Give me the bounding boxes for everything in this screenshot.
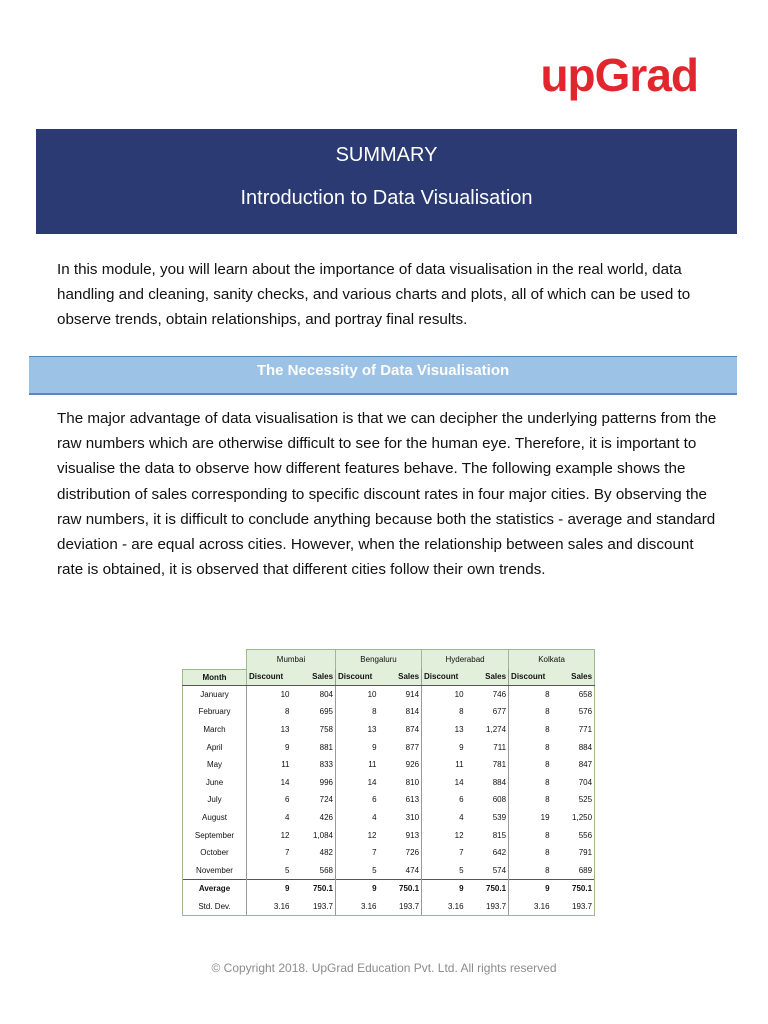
discount-cell: 6 (422, 791, 466, 809)
sales-cell: 1,084 (312, 830, 334, 840)
month-cell: August (183, 809, 247, 827)
discount-cell: 8 (247, 703, 292, 721)
discount-cell: 4 (422, 809, 466, 827)
discount-cell: 9 (247, 880, 292, 898)
discount-cell: 12 (422, 826, 466, 844)
sales-cell: 613 (405, 795, 420, 805)
discount-cell: 9 (422, 738, 466, 756)
sales-cell: 658 (552, 685, 595, 703)
table-row (183, 773, 595, 791)
sales-cell: 568 (319, 865, 334, 875)
sales-cell: 310 (405, 812, 420, 822)
sales-cell: 525 (552, 791, 595, 809)
sales-cell: 711 (493, 742, 507, 752)
discount-cell: 5 (422, 861, 466, 879)
sales-cell: 576 (552, 703, 595, 721)
discount-cell: 3.16 (247, 898, 292, 916)
discount-cell: 8 (336, 703, 379, 721)
summary-row (183, 898, 595, 916)
discount-cell: 3.16 (509, 898, 552, 916)
month-cell: February (183, 703, 247, 721)
sales-cell: 781 (492, 760, 507, 770)
sales-cell: 884 (552, 738, 595, 756)
table-row (183, 861, 595, 879)
discount-cell: 9 (422, 880, 466, 898)
discount-cell: 12 (247, 826, 292, 844)
discount-cell: 8 (509, 703, 552, 721)
discount-cell: 4 (247, 809, 292, 827)
discount-cell: 11 (247, 756, 292, 774)
sales-cell: 750.1 (552, 880, 595, 898)
discount-header: Discount (422, 669, 466, 685)
discount-cell: 9 (247, 738, 292, 756)
discount-cell: 8 (509, 791, 552, 809)
discount-cell: 11 (336, 756, 379, 774)
discount-cell: 8 (509, 738, 552, 756)
section-heading: The Necessity of Data Visualisation (29, 356, 737, 395)
discount-cell: 11 (422, 756, 466, 774)
discount-cell: 19 (509, 809, 552, 827)
sales-cell: 193.7 (466, 898, 509, 916)
sales-cell: 804 (319, 689, 334, 699)
sales-cell: 810 (405, 777, 420, 787)
month-cell: March (183, 721, 247, 739)
body-paragraph: The major advantage of data visualisation is that we can decipher the underlying patterns from the raw numbers which are otherwise difficult to see for the human eye. Therefore, it is important to visualise the data to observe how different features behave. The following example shows the distribution of sales corresponding to specific discount rates in four major cities. By observing the raw numbers, it is difficult to conclude anything because both the statistics - average and standard deviation - are equal across cities. However, when the relationship between sales and discount rate is obtained, it is observed that different cities follow their own trends. (57, 410, 717, 579)
discount-cell: 8 (509, 861, 552, 879)
sales-cell: 914 (405, 689, 420, 699)
sales-cell: 539 (492, 812, 507, 822)
discount-cell: 13 (336, 721, 379, 739)
discount-cell: 14 (422, 773, 466, 791)
discount-cell: 8 (509, 756, 552, 774)
table-row (183, 809, 595, 827)
discount-header: Discount (509, 669, 552, 685)
sales-cell: 574 (492, 865, 507, 875)
banner-module-title: Introduction to Data Visualisation (240, 187, 533, 209)
sales-discount-table (182, 649, 595, 916)
sales-cell: 704 (552, 773, 595, 791)
sales-cell: 926 (405, 760, 420, 770)
month-cell: November (183, 861, 247, 879)
month-cell: October (183, 844, 247, 862)
sales-cell: 724 (319, 795, 334, 805)
upgrad-logo: upGrad (540, 49, 698, 101)
discount-cell: 4 (336, 809, 379, 827)
sales-cell: 642 (492, 848, 507, 858)
month-header: Month (183, 669, 247, 685)
discount-cell: 9 (336, 738, 379, 756)
discount-cell: 6 (336, 791, 379, 809)
table-row (183, 791, 595, 809)
sales-cell: 1,250 (552, 809, 595, 827)
intro-paragraph: In this module, you will learn about the importance of data visualisation in the real world, data handling and cleaning, sanity checks, and various charts and plots, all of which can be used to observe trends, obtain relationships, and portray final results. (57, 261, 691, 328)
summary-label: Average (183, 880, 247, 898)
sales-cell: 874 (405, 724, 420, 734)
sales-cell: 881 (319, 742, 334, 752)
sales-cell: 750.1 (379, 880, 422, 898)
sales-cell: 746 (492, 689, 507, 699)
discount-cell: 7 (422, 844, 466, 862)
table-row (183, 738, 595, 756)
month-cell: September (183, 826, 247, 844)
table-row (183, 756, 595, 774)
summary-banner (36, 129, 737, 234)
table-row (183, 685, 595, 703)
month-cell: May (183, 756, 247, 774)
discount-cell: 10 (247, 685, 292, 703)
sales-cell: 482 (319, 848, 334, 858)
sales-cell: 833 (319, 760, 334, 770)
discount-cell: 3.16 (336, 898, 379, 916)
table-body (183, 685, 595, 916)
table-row (183, 826, 595, 844)
sales-header: Sales (379, 669, 422, 685)
discount-cell: 10 (422, 685, 466, 703)
city-header-mumbai: Mumbai (247, 650, 336, 670)
summary-row (183, 880, 595, 898)
sales-cell: 877 (405, 742, 420, 752)
banner-summary-title: SUMMARY (335, 144, 438, 166)
sales-cell: 815 (492, 830, 507, 840)
sales-cell: 426 (319, 812, 334, 822)
month-cell: June (183, 773, 247, 791)
table-row (183, 703, 595, 721)
sales-cell: 758 (319, 724, 334, 734)
table-corner (183, 650, 247, 670)
discount-cell: 12 (336, 826, 379, 844)
city-header-hyderabad: Hyderabad (422, 650, 509, 670)
discount-cell: 8 (509, 685, 552, 703)
discount-cell: 5 (247, 861, 292, 879)
discount-cell: 7 (336, 844, 379, 862)
month-cell: April (183, 738, 247, 756)
sales-cell: 771 (552, 721, 595, 739)
sales-cell: 996 (319, 777, 334, 787)
sales-header: Sales (292, 669, 336, 685)
month-cell: January (183, 685, 247, 703)
sales-cell: 814 (405, 707, 420, 717)
discount-header: Discount (336, 669, 379, 685)
table-row (183, 721, 595, 739)
discount-cell: 5 (336, 861, 379, 879)
summary-label: Std. Dev. (183, 898, 247, 916)
sales-cell: 608 (492, 795, 507, 805)
discount-cell: 14 (336, 773, 379, 791)
discount-cell: 8 (509, 773, 552, 791)
discount-cell: 14 (247, 773, 292, 791)
discount-cell: 8 (509, 844, 552, 862)
sales-header: Sales (552, 669, 595, 685)
discount-cell: 13 (422, 721, 466, 739)
sales-cell: 726 (405, 848, 420, 858)
discount-cell: 6 (247, 791, 292, 809)
sales-cell: 556 (552, 826, 595, 844)
discount-cell: 7 (247, 844, 292, 862)
discount-cell: 8 (509, 721, 552, 739)
discount-header: Discount (247, 669, 292, 685)
sales-cell: 750.1 (292, 880, 336, 898)
discount-cell: 10 (336, 685, 379, 703)
discount-cell: 9 (509, 880, 552, 898)
sales-cell: 695 (319, 707, 334, 717)
discount-cell: 3.16 (422, 898, 466, 916)
city-header-kolkata: Kolkata (509, 650, 595, 670)
discount-cell: 8 (509, 826, 552, 844)
sales-cell: 1,274 (486, 724, 507, 734)
discount-cell: 8 (422, 703, 466, 721)
sales-cell: 750.1 (466, 880, 509, 898)
sales-cell: 193.7 (292, 898, 336, 916)
sales-cell: 847 (552, 756, 595, 774)
sales-cell: 193.7 (552, 898, 595, 916)
sales-header: Sales (466, 669, 509, 685)
sales-cell: 193.7 (379, 898, 422, 916)
sales-cell: 884 (492, 777, 507, 787)
sales-cell: 474 (405, 865, 420, 875)
table-row (183, 844, 595, 862)
month-cell: July (183, 791, 247, 809)
discount-cell: 9 (336, 880, 379, 898)
copyright-footer: © Copyright 2018. UpGrad Education Pvt. Ltd. All rights reserved (211, 961, 557, 975)
sales-cell: 689 (552, 861, 595, 879)
sales-cell: 677 (492, 707, 507, 717)
sales-cell: 913 (405, 830, 420, 840)
city-header-bengaluru: Bengaluru (336, 650, 422, 670)
discount-cell: 13 (247, 721, 292, 739)
sales-cell: 791 (552, 844, 595, 862)
